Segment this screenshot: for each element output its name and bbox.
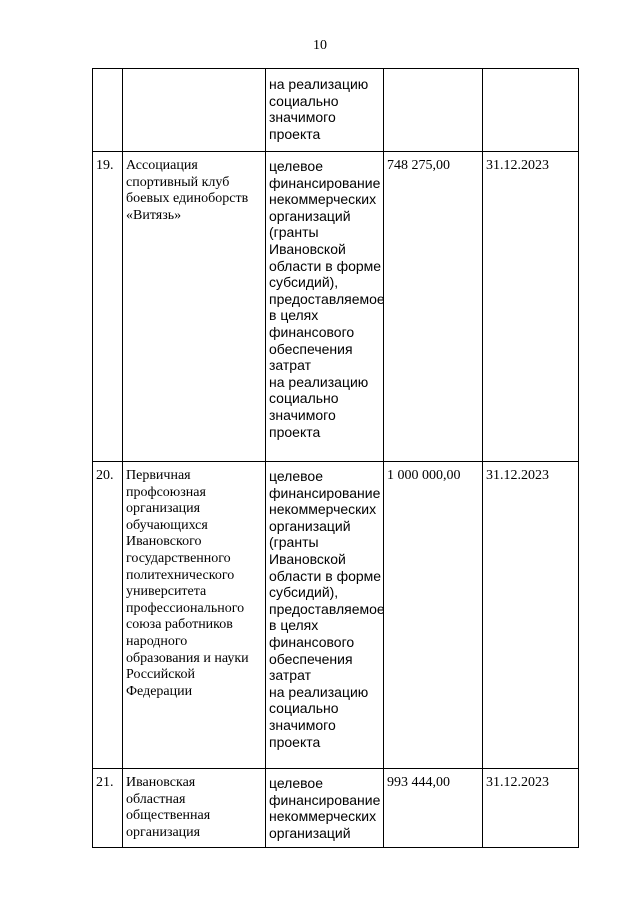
table-row (93, 769, 579, 848)
funding-purpose-line: (гранты (269, 534, 319, 551)
row-number: 19. (93, 152, 123, 462)
funding-purpose-line: на реализацию (269, 373, 369, 390)
funding-purpose-line: социально (269, 700, 339, 717)
organization-name-line: Ассоциация (126, 158, 198, 173)
organization-name-line: организация (126, 501, 201, 517)
funding-purpose-line: значимого (269, 109, 336, 126)
table-row (93, 152, 579, 462)
funding-purpose-line: социально (269, 390, 339, 407)
funding-purpose-line: финансирование (269, 791, 381, 808)
funding-amount (384, 69, 483, 152)
funding-amount: 1 000 000,00 (384, 462, 483, 769)
funding-purpose-line: на реализацию (269, 683, 369, 700)
funding-purpose-line: проекта (269, 125, 321, 142)
funding-purpose-line: организаций (269, 207, 351, 224)
funding-purpose-line: на реализацию (269, 76, 369, 92)
funding-purpose-line: субсидий), (269, 584, 339, 601)
funding-purpose-line: Ивановской (269, 550, 346, 567)
grants-table (92, 68, 579, 848)
organization-name-line: спортивный клуб (126, 174, 230, 190)
funding-purpose-line: значимого (269, 716, 336, 733)
funding-purpose-line: (гранты (269, 224, 319, 241)
funding-purpose (266, 152, 384, 462)
organization-name-line: Ивановского (126, 534, 202, 550)
funding-purpose-line: Ивановской (269, 240, 346, 257)
funding-purpose-line: финансирование (269, 484, 381, 501)
organization-name-line: организация (126, 824, 201, 840)
organization-name (123, 462, 266, 769)
funding-purpose-line: области в форме (269, 257, 382, 274)
organization-name-line: «Витязь» (126, 207, 182, 223)
funding-purpose-line: некоммерческих (269, 191, 377, 208)
funding-purpose-line: целевое (269, 468, 323, 484)
table-row (93, 462, 579, 769)
organization-name-line: Федерации (126, 683, 193, 699)
table-row (93, 69, 579, 152)
organization-name-line: Российской (126, 667, 195, 683)
funding-purpose-line: некоммерческих (269, 808, 377, 825)
funding-purpose-line: в целях (269, 617, 319, 634)
deadline-date: 31.12.2023 (483, 462, 579, 769)
organization-name-line: союза работников (126, 617, 233, 633)
organization-name-line: Первичная (126, 468, 191, 483)
funding-amount: 748 275,00 (384, 152, 483, 462)
funding-purpose-line: субсидий), (269, 274, 339, 291)
organization-name-line: областная (126, 791, 186, 807)
funding-amount: 993 444,00 (384, 769, 483, 848)
page-number: 10 (313, 38, 327, 53)
row-number: 20. (93, 462, 123, 769)
funding-purpose-line: целевое (269, 775, 323, 791)
funding-purpose-line: значимого (269, 406, 336, 423)
organization-name-line: обучающихся (126, 517, 208, 533)
funding-purpose-line: социально (269, 92, 339, 109)
funding-purpose-line: области в форме (269, 567, 382, 584)
funding-purpose (266, 69, 384, 152)
organization-name (123, 769, 266, 848)
funding-purpose-line: затрат (269, 667, 311, 684)
deadline-date (483, 69, 579, 152)
organization-name-line: образования и науки (126, 650, 249, 666)
funding-purpose-line: затрат (269, 357, 311, 374)
organization-name-line: профсоюзная (126, 484, 206, 500)
organization-name-line: профессионального (126, 600, 245, 616)
funding-purpose-line: проекта (269, 733, 321, 750)
funding-purpose-line: организаций (269, 517, 351, 534)
funding-purpose-line: финансового (269, 323, 355, 340)
funding-purpose-line: финансирование (269, 174, 381, 191)
organization-name-line: народного (126, 633, 188, 649)
organization-name-line: университета (126, 584, 207, 600)
deadline-date: 31.12.2023 (483, 769, 579, 848)
funding-purpose-line: целевое (269, 158, 323, 174)
organization-name-line: общественная (126, 808, 211, 824)
funding-purpose-line: предоставляемое (269, 290, 385, 307)
organization-name (123, 152, 266, 462)
funding-purpose-line: некоммерческих (269, 501, 377, 518)
funding-purpose (266, 462, 384, 769)
row-number (93, 69, 123, 152)
organization-name-line: политехнического (126, 567, 235, 583)
funding-purpose-line: проекта (269, 423, 321, 440)
deadline-date: 31.12.2023 (483, 152, 579, 462)
grants-table-body (93, 69, 579, 848)
funding-purpose-line: обеспечения (269, 340, 353, 357)
funding-purpose (266, 769, 384, 848)
organization-name (123, 69, 266, 152)
funding-purpose-line: финансового (269, 633, 355, 650)
funding-purpose-line: обеспечения (269, 650, 353, 667)
funding-purpose-line: предоставляемое (269, 600, 385, 617)
row-number: 21. (93, 769, 123, 848)
organization-name-line: боевых единоборств (126, 191, 249, 207)
organization-name-line: Ивановская (126, 775, 196, 790)
organization-name-line: государственного (126, 550, 231, 566)
funding-purpose-line: в целях (269, 307, 319, 324)
funding-purpose-line: организаций (269, 824, 351, 841)
